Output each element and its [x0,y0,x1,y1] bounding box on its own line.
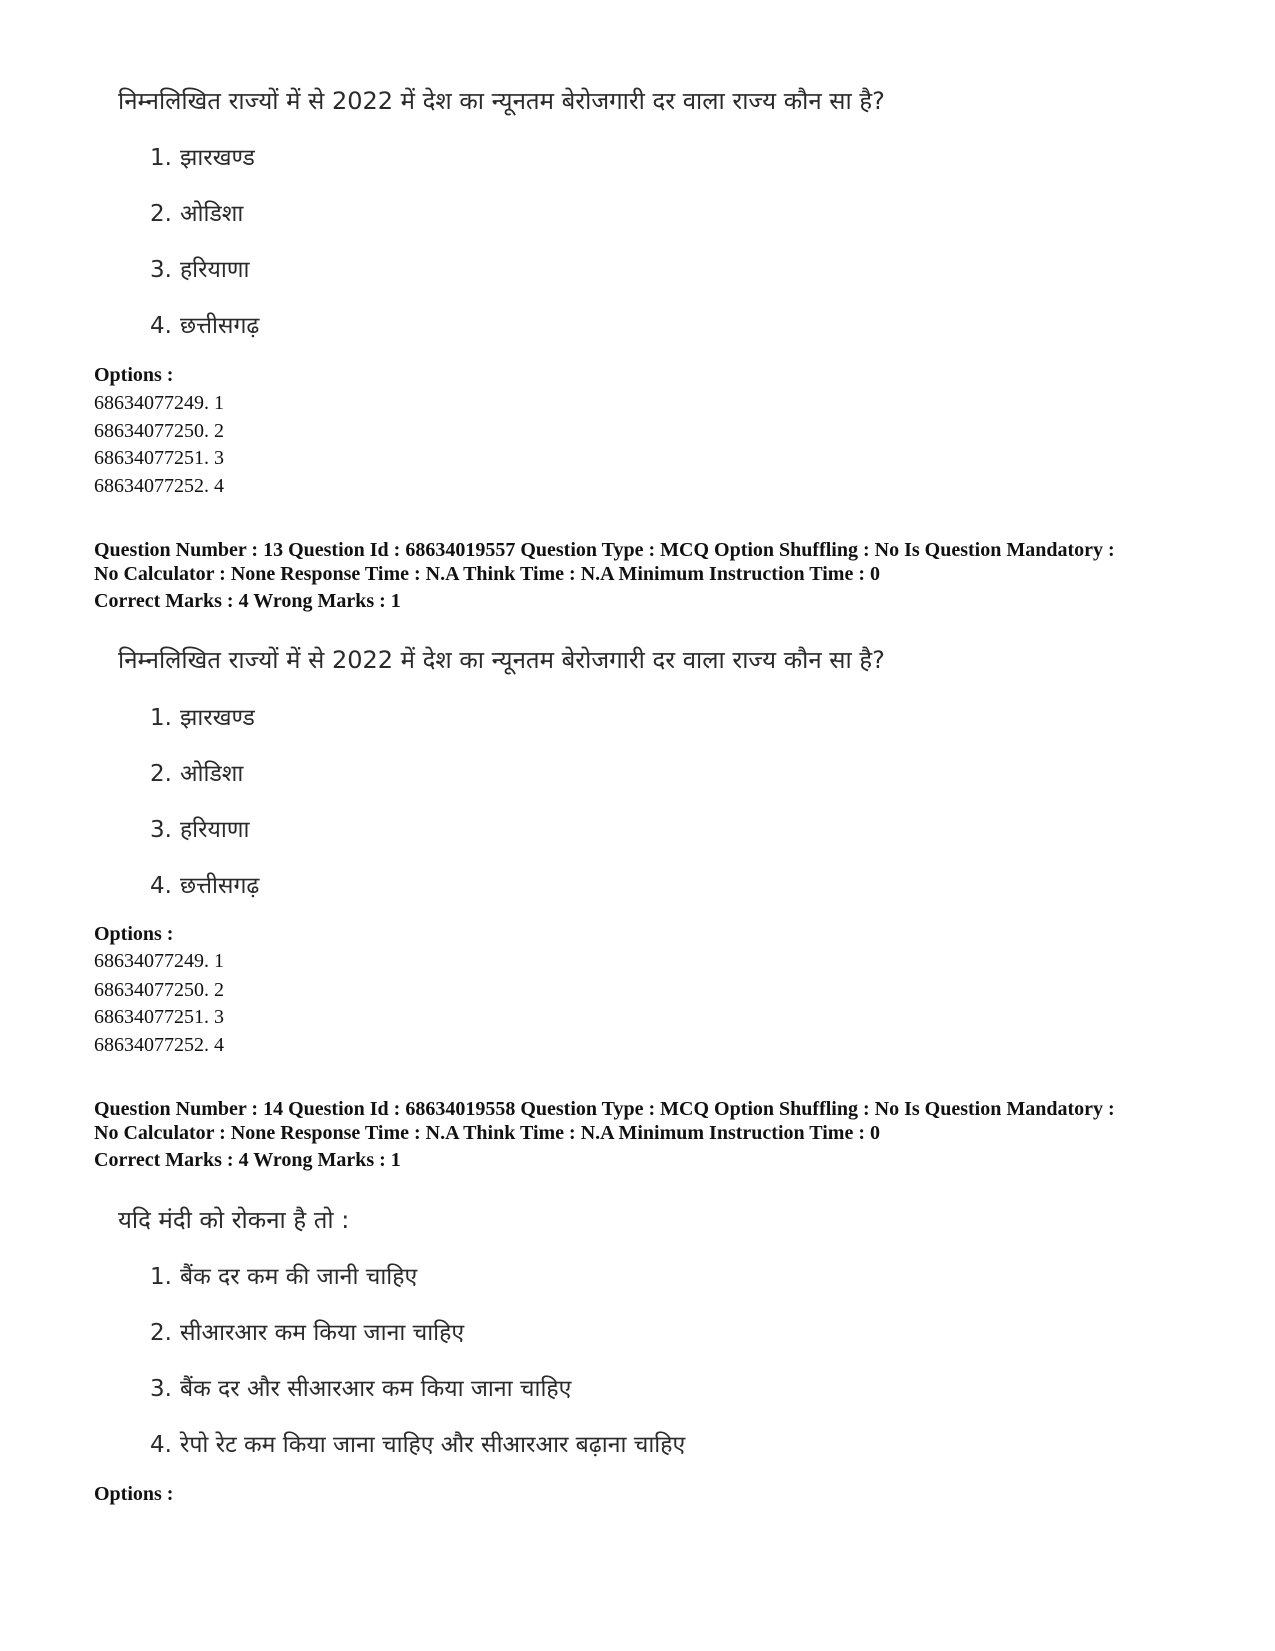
choice-number: 4. [150,313,172,339]
option-id-line: 68634077250. 2 [94,979,224,1001]
choice-item [150,868,259,900]
choice-number: 2. [150,1320,172,1346]
option-id-line: 68634077252. 4 [94,1034,224,1056]
question-text: यदि मंदी को रोकना है तो : [118,1206,350,1234]
choice-text: हरियाणा [179,257,250,283]
choice-text: हरियाणा [179,817,250,843]
choice-number: 2. [150,761,172,787]
choice-text: झारखण्ड [179,705,255,731]
question-meta-line2: No Calculator : None Response Time : N.A Think Time : N.A Minimum Instruction Time : 0 [94,1122,880,1144]
option-id-line: 68634077251. 3 [94,1006,224,1028]
choice-number: 2. [150,201,172,227]
question-marks: Correct Marks : 4 Wrong Marks : 1 [94,590,401,612]
option-id-line: 68634077252. 4 [94,475,224,497]
choice-number: 4. [150,1432,172,1458]
choice-text: ओडिशा [179,761,244,787]
choice-item [150,756,243,788]
choice-item [150,1371,571,1403]
choice-item [150,140,255,172]
choice-number: 4. [150,873,172,899]
option-id-line: 68634077251. 3 [94,447,224,469]
question-meta-line2: No Calculator : None Response Time : N.A Think Time : N.A Minimum Instruction Time : 0 [94,563,880,585]
choice-text: रेपो रेट कम किया जाना चाहिए और सीआरआर बढ़ाना चाहिए [179,1432,686,1458]
choice-text: सीआरआर कम किया जाना चाहिए [179,1320,465,1346]
choice-number: 1. [150,705,172,731]
question-text: निम्नलिखित राज्यों में से 2022 में देश का न्यूनतम बेरोजगारी दर वाला राज्य कौन सा है? [118,646,885,674]
options-label: Options : [94,364,174,386]
options-label: Options : [94,923,174,945]
choice-number: 1. [150,145,172,171]
choice-text: बैंक दर कम की जानी चाहिए [179,1264,418,1290]
question-text: निम्नलिखित राज्यों में से 2022 में देश का न्यूनतम बेरोजगारी दर वाला राज्य कौन सा है? [118,87,885,115]
choice-item [150,1427,685,1459]
choice-item [150,1259,417,1291]
choice-item [150,308,259,340]
choice-text: ओडिशा [179,201,244,227]
choice-number: 3. [150,257,172,283]
choice-item [150,196,243,228]
option-id-line: 68634077249. 1 [94,392,224,414]
choice-item [150,812,249,844]
choice-item [150,252,249,284]
choice-text: छत्तीसगढ़ [179,313,260,339]
question-meta-line1: Question Number : 14 Question Id : 68634019558 Question Type : MCQ Option Shuffling : No Is Question Mandatory : [94,1098,1115,1120]
choice-text: बैंक दर और सीआरआर कम किया जाना चाहिए [179,1376,572,1402]
choice-text: झारखण्ड [179,145,255,171]
options-label: Options : [94,1483,174,1505]
choice-number: 3. [150,1376,172,1402]
choice-number: 1. [150,1264,172,1290]
option-id-line: 68634077249. 1 [94,950,224,972]
choice-item [150,700,255,732]
question-meta-line1: Question Number : 13 Question Id : 68634019557 Question Type : MCQ Option Shuffling : No Is Question Mandatory : [94,539,1115,561]
choice-text: छत्तीसगढ़ [179,873,260,899]
option-id-line: 68634077250. 2 [94,420,224,442]
choice-number: 3. [150,817,172,843]
question-marks: Correct Marks : 4 Wrong Marks : 1 [94,1149,401,1171]
choice-item [150,1315,464,1347]
